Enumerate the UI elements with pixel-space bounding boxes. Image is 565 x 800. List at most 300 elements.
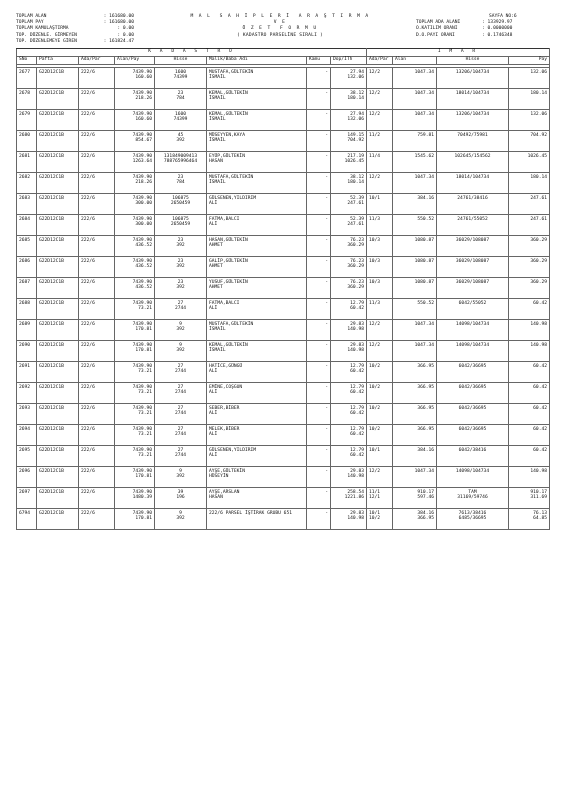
cell-sno: 2684: [17, 215, 37, 236]
cell-hisse: 106875 2650459: [155, 194, 207, 215]
cell-dop: 12.79 60.42: [331, 362, 367, 383]
summary-value: : 161680.00: [103, 20, 134, 26]
cell-alan-pay: 7439.90 436.52: [115, 257, 155, 278]
cell-malik: FATMA,BALCI ALİ: [207, 215, 307, 236]
column-header: Dop/İTh: [331, 57, 367, 65]
cell-imar-alan: 1047.34: [393, 341, 437, 362]
cell-pafta: G22D12C1B: [37, 152, 79, 173]
cell-imar-pay: 60.42: [509, 446, 550, 467]
cell-imar-pay: 180.14: [509, 89, 550, 110]
cell-kamu: -: [307, 299, 331, 320]
ownership-table: [16, 48, 550, 530]
cell-malik: KEMAL,GÜLTEKİN İSMAİL: [207, 341, 307, 362]
cell-alan-pay: 7439.90 160.60: [115, 68, 155, 89]
cell-dop: 149.15 704.92: [331, 131, 367, 152]
cell-kamu: -: [307, 362, 331, 383]
cell-pafta: G22D12C1B: [37, 278, 79, 299]
cell-imar-alan: 550.52: [393, 299, 437, 320]
cell-malik: MUSTAFA,GÜLTEKİN İSMAİL: [207, 68, 307, 89]
cell-imar-ada-par: 10/1 10/2: [367, 509, 393, 530]
cell-pafta: G22D12C1B: [37, 362, 79, 383]
cell-kamu: -: [307, 173, 331, 194]
cell-imar-hisse: 6042/55052: [437, 299, 509, 320]
cell-kamu: -: [307, 320, 331, 341]
cell-ada-par: 222/6: [79, 173, 115, 194]
imar-section-header: İ M A R: [367, 49, 550, 57]
summary-value: : 0.0000000: [482, 26, 513, 32]
cell-imar-hisse: 70492/75981: [437, 131, 509, 152]
cell-imar-pay: 247.61: [509, 215, 550, 236]
cell-alan-pay: 7439.90 73.21: [115, 404, 155, 425]
cell-ada-par: 222/6: [79, 131, 115, 152]
cell-alan-pay: 7439.90 73.21: [115, 383, 155, 404]
cell-hisse: 27 2744: [155, 299, 207, 320]
cell-malik: YUSUF,GÜLTEKİN AHMET: [207, 278, 307, 299]
cell-hisse: 9 392: [155, 509, 207, 530]
cell-hisse: 23 392: [155, 236, 207, 257]
cell-pafta: G22D12C1B: [37, 425, 79, 446]
cell-malik: MUSTAFA,GÜLTEKİN İSMAİL: [207, 173, 307, 194]
summary-value: : 161680.00: [103, 14, 134, 19]
cell-pafta: G22D12C1B: [37, 341, 79, 362]
cell-sno: 2680: [17, 131, 37, 152]
cell-imar-hisse: 18014/104734: [437, 89, 509, 110]
column-header: Kamu: [307, 57, 331, 65]
cell-malik: GÜLSENEN,YILDIRIM ALİ: [207, 446, 307, 467]
table-row: [17, 404, 550, 425]
cell-imar-alan: 1080.87: [393, 278, 437, 299]
table-row: [17, 320, 550, 341]
cell-malik: AYŞE,ARSLAN HASAN: [207, 488, 307, 509]
cell-malik: KEMAL,GÜLTEKİN İSMAİL: [207, 110, 307, 131]
cell-imar-pay: 60.42: [509, 404, 550, 425]
cell-imar-alan: 910.17 597.46: [393, 488, 437, 509]
cell-pafta: G22D12C1B: [37, 509, 79, 530]
cell-dop: 12.79 60.42: [331, 299, 367, 320]
cell-hisse: 23 784: [155, 89, 207, 110]
cell-sno: 2681: [17, 152, 37, 173]
cell-malik: MUSTAFA,GÜLTEKİN İSMAİL: [207, 320, 307, 341]
cell-ada-par: 222/6: [79, 110, 115, 131]
table-row: [17, 68, 550, 89]
summary-line: [16, 39, 134, 45]
cell-hisse: 23 784: [155, 173, 207, 194]
cell-kamu: -: [307, 215, 331, 236]
cell-sno: 2688: [17, 299, 37, 320]
cell-imar-ada-par: 10/2: [367, 362, 393, 383]
cell-pafta: G22D12C1B: [37, 236, 79, 257]
cell-ada-par: 222/6: [79, 488, 115, 509]
cell-imar-hisse: 14098/104734: [437, 320, 509, 341]
cell-ada-par: 222/6: [79, 236, 115, 257]
cell-hisse: 23 392: [155, 278, 207, 299]
cell-imar-ada-par: 12/2: [367, 341, 393, 362]
cell-kamu: -: [307, 131, 331, 152]
cell-imar-hisse: 14098/104734: [437, 467, 509, 488]
summary-label: TOPLAM KAMULAŞTIRMA: [16, 26, 69, 32]
cell-sno: 2682: [17, 173, 37, 194]
cell-sno: 2692: [17, 383, 37, 404]
cell-dop: 76.23 360.29: [331, 236, 367, 257]
cell-imar-alan: 1545.62: [393, 152, 437, 173]
cell-kamu: -: [307, 488, 331, 509]
cell-pafta: G22D12C1B: [37, 299, 79, 320]
summary-label: TOP. DÜZENLEMEYE GİREN: [16, 38, 77, 44]
summary-label: TOP. DÜZENLE. GİRMEYEN: [16, 32, 77, 38]
cell-alan-pay: 7439.90 218.26: [115, 89, 155, 110]
cell-imar-pay: 60.42: [509, 362, 550, 383]
cell-dop: 27.94 132.06: [331, 110, 367, 131]
cell-pafta: G22D12C1B: [37, 110, 79, 131]
table-row: [17, 467, 550, 488]
cell-alan-pay: 7439.90 170.81: [115, 509, 155, 530]
cell-imar-ada-par: 11/4: [367, 152, 393, 173]
cell-hisse: 27 2744: [155, 446, 207, 467]
cell-imar-pay: 132.06: [509, 110, 550, 131]
cell-dop: 12.79 60.42: [331, 383, 367, 404]
cell-imar-hisse: 24761/38416: [437, 194, 509, 215]
cell-alan-pay: 7439.90 73.21: [115, 362, 155, 383]
table-row: [17, 194, 550, 215]
summary-label: TOPLAM ALAN: [16, 14, 47, 19]
cell-hisse: 27 2744: [155, 383, 207, 404]
cell-dop: 258.54 1221.86: [331, 488, 367, 509]
cell-pafta: G22D12C1B: [37, 446, 79, 467]
cell-imar-pay: 247.61: [509, 194, 550, 215]
cell-malik: MELEK,BİBER ALİ: [207, 425, 307, 446]
column-header: Ada/Par: [79, 57, 115, 65]
column-header: Alan/Pay: [115, 57, 155, 65]
cell-malik: GÜLSENEN,YILDIRIM ALİ: [207, 194, 307, 215]
table-row: [17, 509, 550, 530]
cell-dop: 29.83 140.98: [331, 320, 367, 341]
cell-imar-ada-par: 12/2: [367, 89, 393, 110]
cell-ada-par: 222/6: [79, 383, 115, 404]
cell-alan-pay: 7439.90 1263.64: [115, 152, 155, 173]
cell-ada-par: 222/6: [79, 257, 115, 278]
cell-imar-alan: 366.95: [393, 383, 437, 404]
cell-ada-par: 222/6: [79, 362, 115, 383]
cell-sno: 2685: [17, 236, 37, 257]
cell-sno: 2686: [17, 257, 37, 278]
summary-value: : 161824.47: [103, 38, 134, 44]
table-row: [17, 446, 550, 467]
cell-pafta: G22D12C1B: [37, 194, 79, 215]
cell-ada-par: 222/6: [79, 341, 115, 362]
cell-imar-ada-par: 12/2: [367, 68, 393, 89]
table-row: [17, 341, 550, 362]
cell-imar-ada-par: 10/3: [367, 257, 393, 278]
column-header: Alan: [393, 57, 437, 65]
cell-hisse: 1600 74399: [155, 110, 207, 131]
cell-imar-ada-par: 10/3: [367, 278, 393, 299]
cell-ada-par: 222/6: [79, 299, 115, 320]
cell-malik: AYŞE,GÜLTEKİN HÜSEYİN: [207, 467, 307, 488]
cell-hisse: 27 2744: [155, 362, 207, 383]
cell-sno: 2690: [17, 341, 37, 362]
cell-kamu: -: [307, 257, 331, 278]
cell-sno: 2678: [17, 89, 37, 110]
cell-kamu: -: [307, 341, 331, 362]
summary-value: : 0.1746348: [482, 32, 513, 38]
cell-imar-hisse: 6042/36695: [437, 383, 509, 404]
cell-hisse: 23 392: [155, 257, 207, 278]
cell-ada-par: 222/6: [79, 152, 115, 173]
cell-imar-ada-par: 11/3: [367, 299, 393, 320]
cell-imar-pay: 60.42: [509, 425, 550, 446]
cell-sno: 2697: [17, 488, 37, 509]
cell-kamu: -: [307, 509, 331, 530]
table-row: [17, 236, 550, 257]
cell-kamu: -: [307, 425, 331, 446]
column-header: Malik/Baba Adı: [207, 57, 307, 65]
cell-pafta: G22D12C1B: [37, 404, 79, 425]
cell-kamu: -: [307, 278, 331, 299]
cell-imar-pay: 360.29: [509, 278, 550, 299]
cell-dop: 12.79 60.42: [331, 404, 367, 425]
cell-imar-hisse: TAM 31169/59746: [437, 488, 509, 509]
cell-imar-alan: 1047.34: [393, 467, 437, 488]
cell-alan-pay: 7439.90 436.52: [115, 278, 155, 299]
cell-kamu: -: [307, 152, 331, 173]
cell-imar-pay: 140.98: [509, 467, 550, 488]
cell-alan-pay: 7439.90 73.21: [115, 425, 155, 446]
summary-label: O.KATILIM ORANI: [416, 26, 458, 32]
table-row: [17, 152, 550, 173]
cell-imar-alan: 384.16: [393, 194, 437, 215]
cell-imar-pay: 1026.45: [509, 152, 550, 173]
summary-label: TOPLAM PAY: [16, 20, 44, 26]
column-header-row: [17, 57, 550, 65]
cell-imar-pay: 60.42: [509, 299, 550, 320]
column-header: SNo: [17, 57, 37, 65]
cell-hisse: 9 392: [155, 467, 207, 488]
cell-imar-hisse: 13206/104734: [437, 68, 509, 89]
cell-malik: KEMAL,GÜLTEKİN İSMAİL: [207, 89, 307, 110]
cell-alan-pay: 7439.90 170.81: [115, 467, 155, 488]
cell-dop: 12.79 60.42: [331, 425, 367, 446]
cell-ada-par: 222/6: [79, 446, 115, 467]
cell-alan-pay: 7439.90 436.52: [115, 236, 155, 257]
cell-alan-pay: 7439.90 300.00: [115, 215, 155, 236]
cell-hisse: 45 392: [155, 131, 207, 152]
cell-malik: SEBER,BİBER ALİ: [207, 404, 307, 425]
cell-hisse: 1600 74399: [155, 68, 207, 89]
cell-pafta: G22D12C1B: [37, 173, 79, 194]
cell-imar-ada-par: 10/2: [367, 383, 393, 404]
column-header: Pay: [509, 57, 550, 65]
cell-imar-pay: 704.92: [509, 131, 550, 152]
kadastro-section-header: K A D A S T R O: [17, 49, 367, 57]
cell-kamu: -: [307, 236, 331, 257]
cell-imar-hisse: 102645/154562: [437, 152, 509, 173]
column-header: Hisse: [437, 57, 509, 65]
cell-alan-pay: 7439.90 218.26: [115, 173, 155, 194]
cell-malik: 222/6 PARSEL İŞTİRAK GRUBU 651: [207, 509, 307, 530]
cell-imar-hisse: 6042/36695: [437, 425, 509, 446]
table-row: [17, 173, 550, 194]
cell-imar-hisse: 6042/36695: [437, 362, 509, 383]
cell-imar-pay: 76.13 64.85: [509, 509, 550, 530]
cell-imar-pay: 910.17 311.69: [509, 488, 550, 509]
table-row: [17, 362, 550, 383]
summary-label: TOPLAM ADA ALANI: [416, 20, 461, 26]
table-row: [17, 215, 550, 236]
summary-value: : 0.00: [117, 26, 134, 32]
cell-sno: 2694: [17, 425, 37, 446]
table-row: [17, 383, 550, 404]
cell-imar-hisse: 36029/108087: [437, 236, 509, 257]
table-row: [17, 488, 550, 509]
cell-sno: 2677: [17, 68, 37, 89]
cell-malik: MÜSEYYEN,KAYA İSMAİL: [207, 131, 307, 152]
summary-label: D.O.PAYI ORANI: [416, 32, 455, 38]
cell-alan-pay: 7439.90 854.67: [115, 131, 155, 152]
cell-imar-pay: 360.29: [509, 236, 550, 257]
cell-pafta: G22D12C1B: [37, 257, 79, 278]
cell-imar-alan: 759.81: [393, 131, 437, 152]
cell-imar-hisse: 36029/108087: [437, 278, 509, 299]
cell-imar-hisse: 6042/36695: [437, 404, 509, 425]
cell-imar-alan: 384.16 366.95: [393, 509, 437, 530]
cell-sno: 2679: [17, 110, 37, 131]
cell-imar-hisse: 24761/55052: [437, 215, 509, 236]
cell-imar-hisse: 14098/104734: [437, 341, 509, 362]
cell-imar-ada-par: 12/2: [367, 173, 393, 194]
column-header: Ada/Par: [367, 57, 393, 65]
table-row: [17, 425, 550, 446]
cell-dop: 29.83 140.98: [331, 467, 367, 488]
cell-dop: 76.23 360.29: [331, 278, 367, 299]
cell-imar-ada-par: 12/2: [367, 110, 393, 131]
page-number: SAYFA NO:6: [489, 14, 517, 19]
table-body: [17, 68, 550, 530]
cell-malik: EMİNE,COŞGUN ALİ: [207, 383, 307, 404]
table-row: [17, 131, 550, 152]
cell-dop: 38.12 180.14: [331, 89, 367, 110]
cell-ada-par: 222/6: [79, 194, 115, 215]
cell-imar-alan: 366.95: [393, 404, 437, 425]
title-line: V E: [273, 20, 287, 26]
cell-malik: GALİP,GÜLTEKİN AHMET: [207, 257, 307, 278]
cell-pafta: G22D12C1B: [37, 467, 79, 488]
cell-imar-pay: 140.98: [509, 341, 550, 362]
cell-hisse: 27 2744: [155, 425, 207, 446]
table-row: [17, 278, 550, 299]
cell-hisse: 9 392: [155, 341, 207, 362]
cell-hisse: 106875 2650459: [155, 215, 207, 236]
cell-sno: 2693: [17, 404, 37, 425]
cell-alan-pay: 7439.90 300.00: [115, 194, 155, 215]
cell-dop: 217.19 1026.45: [331, 152, 367, 173]
cell-imar-ada-par: 11/2: [367, 131, 393, 152]
cell-pafta: G22D12C1B: [37, 383, 79, 404]
cell-imar-alan: 1047.34: [393, 173, 437, 194]
cell-alan-pay: 7439.90 73.21: [115, 299, 155, 320]
cell-imar-pay: 360.29: [509, 257, 550, 278]
summary-line: [416, 33, 534, 39]
cell-dop: 29.83 140.98: [331, 509, 367, 530]
cell-ada-par: 222/6: [79, 404, 115, 425]
cell-imar-alan: 550.52: [393, 215, 437, 236]
cell-imar-alan: 1047.34: [393, 68, 437, 89]
cell-dop: 52.39 247.61: [331, 194, 367, 215]
title-line: ( KADASTRO PARSELİNE SIRALI ): [236, 32, 323, 38]
cell-imar-alan: 1047.34: [393, 320, 437, 341]
cell-sno: 6794: [17, 509, 37, 530]
cell-imar-ada-par: 10/2: [367, 404, 393, 425]
cell-imar-ada-par: 10/2: [367, 425, 393, 446]
cell-ada-par: 222/6: [79, 278, 115, 299]
summary-value: : 133929.97: [482, 20, 513, 26]
cell-sno: 2695: [17, 446, 37, 467]
cell-malik: HATİCE,GÜNGÜ ALİ: [207, 362, 307, 383]
cell-alan-pay: 7439.90 160.60: [115, 110, 155, 131]
cell-imar-ada-par: 12/2: [367, 467, 393, 488]
cell-alan-pay: 7439.90 73.21: [115, 446, 155, 467]
cell-pafta: G22D12C1B: [37, 215, 79, 236]
cell-imar-alan: 1047.34: [393, 110, 437, 131]
cell-imar-hisse: 18014/104734: [437, 173, 509, 194]
cell-pafta: G22D12C1B: [37, 131, 79, 152]
cell-imar-alan: 1080.87: [393, 257, 437, 278]
cell-sno: 2687: [17, 278, 37, 299]
cell-hisse: 39 196: [155, 488, 207, 509]
cell-hisse: 131849009413 788765996464: [155, 152, 207, 173]
cell-ada-par: 222/6: [79, 68, 115, 89]
cell-imar-ada-par: 10/3: [367, 236, 393, 257]
cell-pafta: G22D12C1B: [37, 488, 79, 509]
report-title-block: [160, 14, 400, 39]
cell-imar-ada-par: 10/1: [367, 446, 393, 467]
cell-kamu: -: [307, 110, 331, 131]
cell-alan-pay: 7439.90 170.81: [115, 341, 155, 362]
cell-hisse: 9 392: [155, 320, 207, 341]
cell-sno: 2683: [17, 194, 37, 215]
cell-dop: 27.94 132.06: [331, 68, 367, 89]
cell-ada-par: 222/6: [79, 215, 115, 236]
summary-totals-left: [16, 14, 134, 45]
cell-malik: EYÜP,GÜLTEKİN HASAN: [207, 152, 307, 173]
cell-imar-alan: 366.95: [393, 425, 437, 446]
column-header: Hisse: [155, 57, 207, 65]
table-row: [17, 257, 550, 278]
cell-alan-pay: 7439.90 1480.39: [115, 488, 155, 509]
table-row: [17, 89, 550, 110]
cell-ada-par: 222/6: [79, 89, 115, 110]
cell-sno: 2689: [17, 320, 37, 341]
cell-dop: 38.12 180.14: [331, 173, 367, 194]
cell-imar-pay: 132.06: [509, 68, 550, 89]
cell-dop: 76.23 360.29: [331, 257, 367, 278]
cell-imar-ada-par: 11/3: [367, 215, 393, 236]
cell-imar-alan: 384.16: [393, 446, 437, 467]
table-row: [17, 110, 550, 131]
cell-malik: HASAN,GÜLTEKİN AHMET: [207, 236, 307, 257]
cell-imar-hisse: 36029/108087: [437, 257, 509, 278]
cell-kamu: -: [307, 446, 331, 467]
cell-kamu: -: [307, 404, 331, 425]
cell-imar-hisse: 7613/38416 6485/36695: [437, 509, 509, 530]
cell-hisse: 27 2744: [155, 404, 207, 425]
cell-ada-par: 222/6: [79, 509, 115, 530]
cell-kamu: -: [307, 194, 331, 215]
cell-imar-ada-par: 12/2: [367, 320, 393, 341]
cell-dop: 12.79 60.42: [331, 446, 367, 467]
table-row: [17, 299, 550, 320]
cell-imar-ada-par: 10/1: [367, 194, 393, 215]
cell-alan-pay: 7439.90 170.81: [115, 320, 155, 341]
